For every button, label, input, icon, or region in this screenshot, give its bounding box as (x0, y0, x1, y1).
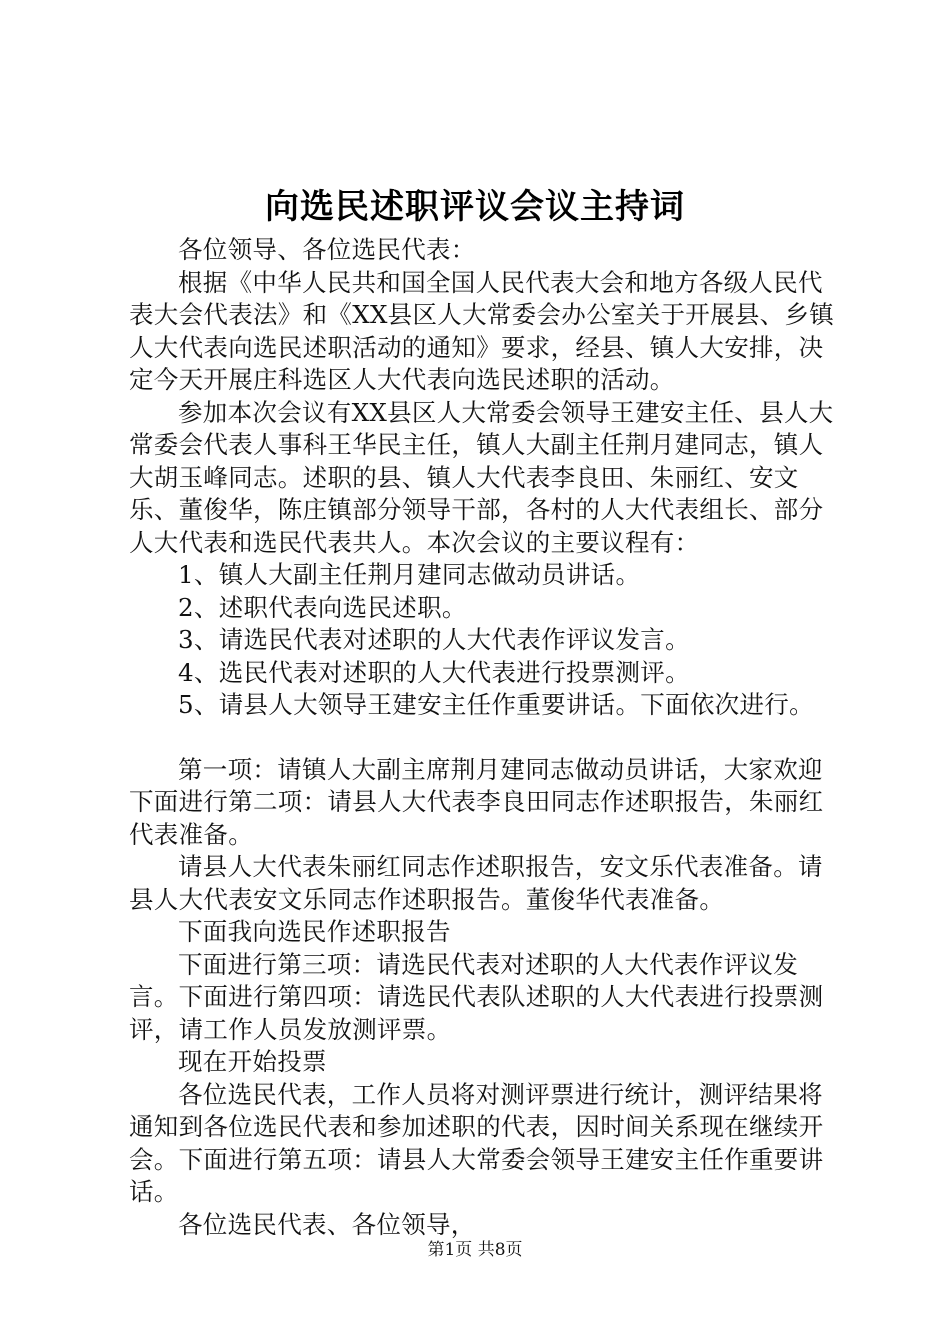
agenda-item: 4、选民代表对述职的人大代表进行投票测评。 (178, 657, 690, 687)
agenda-item: 2、述职代表向选民述职。 (178, 592, 467, 622)
report-order-paragraph: 请县人大代表朱丽红同志作述职报告，安文乐代表准备。请县人大代表安文乐同志作述职报告。董俊华代表准备。 (129, 852, 823, 914)
voting-paragraph: 现在开始投票 (178, 1047, 327, 1076)
agenda-item: 5、请县人大领导王建安主任作重要讲话。下面依次进行。 (178, 690, 814, 719)
agenda-item: 1、镇人大副主任荆月建同志做动员讲话。 (178, 560, 641, 589)
page-number: 第1页 共8页 (427, 1240, 523, 1260)
item-three-four-paragraph: 下面进行第三项：请选民代表对述职的人大代表作评议发言。下面进行第四项：请选民代表队述职的人大代表进行投票测评，请工作人员发放测评票。 (129, 949, 824, 1044)
attendees-paragraph: 参加本次会议有XX县区人大常委会领导王建安主任、县人大常委会代表人事科王华民主任，镇人大副主任荆月建同志，镇人大胡玉峰同志。述职的县、镇人大代表李良田、朱丽红、安文乐、董俊华，陈庄镇部分领导干部，各村的人大代表组长、部分人大代表和选民代表共人。本次会议的主要议程有： (129, 397, 834, 557)
item-one-paragraph: 第一项：请镇人大副主席荆月建同志做动员讲话，大家欢迎下面进行第二项：请县人大代表李良田同志作述职报告，朱丽红代表准备。 (129, 754, 824, 849)
document-title: 向选民述职评议会议主持词 (265, 187, 685, 227)
statistics-paragraph: 各位选民代表，工作人员将对测评票进行统计，测评结果将通知到各位选民代表和参加述职的代表，因时间关系现在继续开会。下面进行第五项：请县人大常委会领导王建安主任作重要讲话。 (129, 1079, 824, 1206)
salutation-paragraph: 各位领导、各位选民代表： (178, 235, 476, 264)
document-body (129, 234, 841, 1241)
report-paragraph: 下面我向选民作述职报告 (178, 917, 451, 946)
closing-salutation-paragraph: 各位选民代表、各位领导， (178, 1209, 476, 1239)
agenda-item: 3、请选民代表对述职的人大代表作评议发言。 (178, 625, 690, 654)
basis-paragraph: 根据《中华人民共和国全国人民代表大会和地方各级人民代表大会代表法》和《XX县区人大常委会办公室关于开展县、乡镇人大代表向选民述职活动的通知》要求，经县、镇人大安排，决定今天开展庄科选区人大代表向选民述职的活动。 (129, 267, 835, 394)
